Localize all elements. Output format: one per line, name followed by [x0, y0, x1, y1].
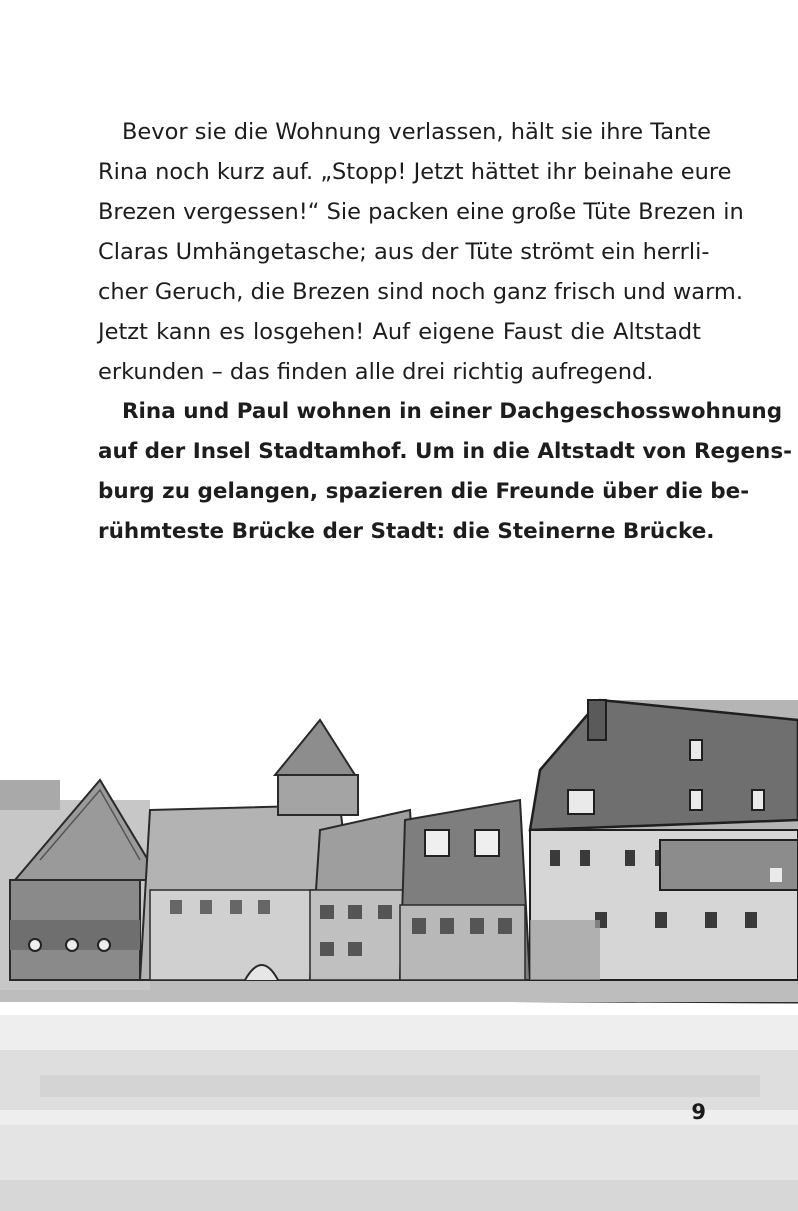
text-line: Rina und Paul wohnen in einer Dachgeschosswohnung — [122, 399, 783, 424]
body-text — [98, 112, 793, 552]
text-line: burg zu gelangen, spazieren die Freunde über die be- — [98, 479, 750, 504]
text-line: Jetzt kann es losgehen! Auf eigene Faust die Altstadt — [98, 319, 701, 345]
paragraph-regular — [98, 112, 744, 392]
text-line: auf der Insel Stadtamhof. Um in die Altstadt von Regens- — [98, 439, 793, 464]
text-line: erkunden – das finden alle drei richtig aufregend. — [98, 359, 654, 385]
paragraph-bold — [98, 392, 793, 552]
townscape-illustration — [0, 680, 798, 1211]
text-line: Brezen vergessen!“ Sie packen eine große Tüte Brezen in — [98, 199, 744, 225]
text-line: Rina noch kurz auf. „Stopp! Jetzt hättet ihr beinahe eure — [98, 159, 732, 185]
text-line: cher Geruch, die Brezen sind noch ganz frisch und warm. — [98, 279, 743, 305]
text-line: Bevor sie die Wohnung verlassen, hält sie ihre Tante — [122, 119, 711, 145]
text-line: rühmteste Brücke der Stadt: die Steinerne Brücke. — [98, 519, 715, 544]
page-number: 9 — [691, 1100, 706, 1124]
text-line: Claras Umhängetasche; aus der Tüte strömt ein herrli- — [98, 239, 710, 265]
